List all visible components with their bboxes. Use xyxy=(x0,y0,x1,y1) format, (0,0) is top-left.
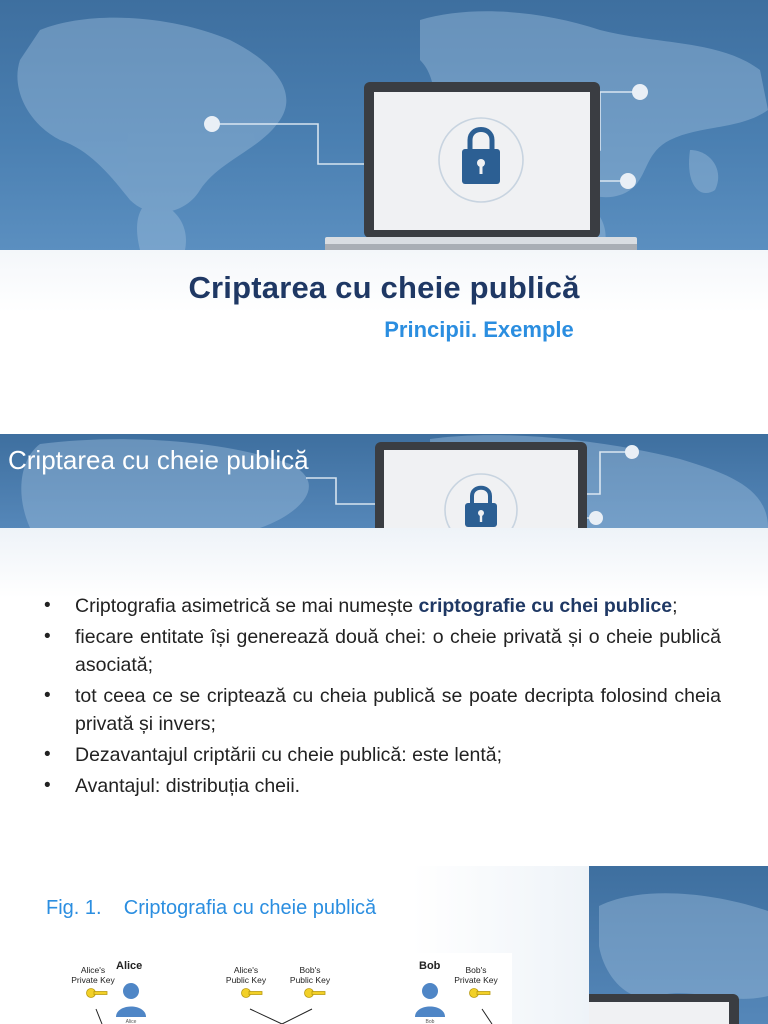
hero-banner xyxy=(0,0,768,250)
title-slide xyxy=(0,0,768,406)
slide-title: Criptarea cu cheie publică xyxy=(188,270,580,305)
svg-text:Bob: Bob xyxy=(425,1019,435,1024)
alice-private-key-icon xyxy=(87,989,108,998)
bullet-item: • tot ceea ce se criptează cu cheia publică se poate decripta folosind cheia privată și invers; xyxy=(44,682,721,738)
bullet-item: • Criptografia asimetrică se mai numește criptografie cu chei publice; xyxy=(44,592,721,620)
bob-public-key-label: Bob's Public Key xyxy=(289,965,331,985)
alice-public-key-label: Alice's Public Key xyxy=(225,965,267,985)
bullet-item: • fiecare entitate își generează două chei: o cheie privată și o cheie publică asociată; xyxy=(44,623,721,679)
bullet-list xyxy=(44,592,721,803)
bullet-item: • Avantajul: distribuția cheii. xyxy=(44,772,721,800)
bob-name: Bob xyxy=(419,960,441,972)
alice-private-key-label: Alice's Private Key xyxy=(71,965,115,985)
world-map-background xyxy=(0,0,768,250)
bullet-item: • Dezavantajul criptării cu cheie publică: este lentă; xyxy=(44,741,721,769)
world-map-background xyxy=(589,866,768,1024)
laptop-illustration xyxy=(325,82,637,250)
content-slide xyxy=(0,434,768,848)
figure-caption: Fig. 1. Criptografia cu cheie publică xyxy=(46,897,377,919)
bob-private-key-icon xyxy=(470,989,491,998)
alice-person-icon xyxy=(116,983,146,1017)
slide-subtitle: Principii. Exemple xyxy=(384,317,574,342)
alice-name: Alice xyxy=(116,960,143,972)
side-banner xyxy=(589,866,768,1024)
bob-public-key-icon xyxy=(305,989,326,998)
bob-private-key-label: Bob's Private Key xyxy=(454,965,498,985)
slide-title: Criptarea cu cheie publică xyxy=(8,445,309,475)
header-fade xyxy=(0,528,768,598)
svg-text:Alice: Alice xyxy=(125,1019,137,1024)
figure-slide xyxy=(0,866,768,1024)
bold-term: criptografie cu chei publice xyxy=(418,595,673,617)
alice-public-key-icon xyxy=(242,989,263,998)
bob-person-icon xyxy=(415,983,445,1017)
public-key-diagram xyxy=(62,953,512,1024)
